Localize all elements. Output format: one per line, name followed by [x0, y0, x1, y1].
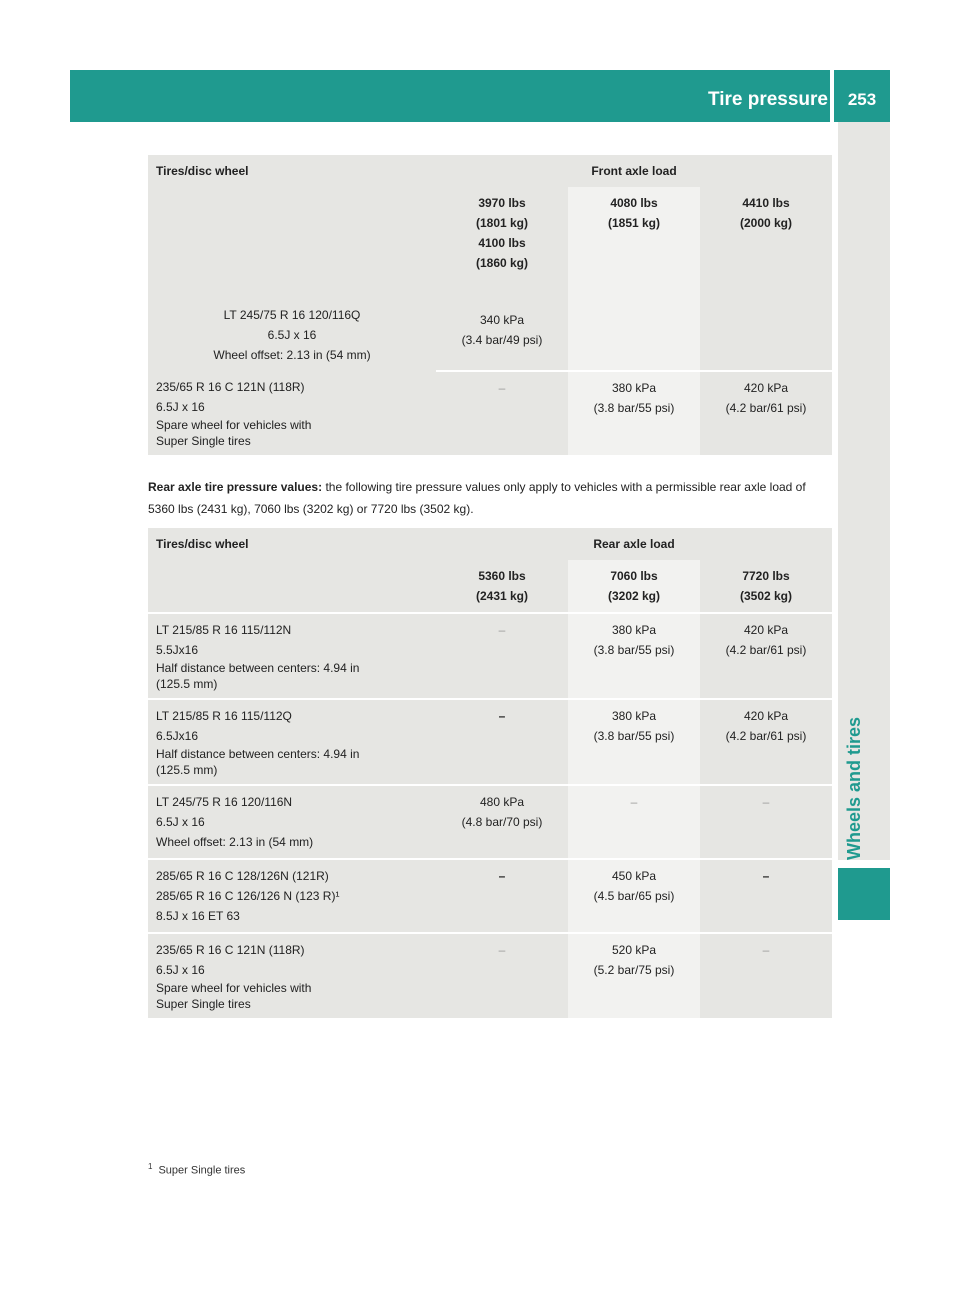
load-cell	[568, 187, 700, 304]
tire-line: (125.5 mm)	[156, 763, 218, 777]
pressure-value: –	[498, 381, 506, 395]
pressure-value: 380 kPa	[611, 623, 657, 637]
footnote-marker: 1	[148, 1162, 153, 1171]
load-value: 4410 lbs	[742, 196, 790, 210]
tire-line: 6.5J x 16	[156, 963, 205, 977]
pressure-cell	[436, 613, 568, 699]
pressure-value: 380 kPa	[611, 381, 657, 395]
pressure-cell	[568, 371, 700, 455]
section-tab-label: Wheels and tires	[844, 716, 864, 860]
pressure-cell	[436, 371, 568, 455]
pressure-value: (3.8 bar/55 psi)	[593, 643, 675, 657]
footnote-text: Super Single tires	[158, 1164, 246, 1177]
tire-line: Super Single tires	[156, 997, 251, 1011]
tire-cell	[148, 613, 436, 699]
section-tab-marker	[838, 868, 890, 920]
column-header-load: Front axle load	[436, 155, 832, 187]
pressure-cell	[700, 699, 832, 785]
rear-axle-table	[148, 528, 832, 1018]
pressure-cell	[700, 304, 832, 371]
pressure-cell	[436, 933, 568, 1018]
rear-axle-note	[148, 476, 832, 520]
tire-line: 8.5J x 16 ET 63	[156, 909, 240, 923]
front-axle-table	[148, 155, 832, 455]
note-text: the following tire pressure values only apply to vehicles with a permissible rear axle load of 5360 lbs (2431 kg), 7060 lbs (3202 kg) or 7720 lbs (3502 kg).	[148, 480, 806, 516]
table-header-row	[148, 528, 832, 560]
load-value: 7720 lbs	[742, 569, 790, 583]
tire-cell	[148, 187, 436, 371]
tire-line: Spare wheel for vehicles with	[156, 981, 312, 995]
tire-line: Half distance between centers: 4.94 in	[156, 747, 360, 761]
pressure-cell	[568, 699, 700, 785]
pressure-value: (5.2 bar/75 psi)	[593, 963, 675, 977]
page-title: Tire pressure	[707, 89, 828, 110]
tire-line: Wheel offset: 2.13 in (54 mm)	[156, 835, 314, 849]
pressure-cell	[700, 613, 832, 699]
pressure-value: –	[762, 869, 770, 883]
footnote	[148, 1162, 245, 1177]
pressure-value: 420 kPa	[743, 709, 789, 723]
pressure-value: 420 kPa	[743, 623, 789, 637]
pressure-cell	[568, 859, 700, 933]
tire-line: 285/65 R 16 C 126/126 N (123 R)¹	[156, 889, 340, 903]
load-value: 4080 lbs	[610, 196, 658, 210]
load-cell	[436, 187, 568, 304]
pressure-value: (3.8 bar/55 psi)	[593, 401, 675, 415]
pressure-value: –	[498, 709, 506, 723]
load-value: 7060 lbs	[610, 569, 658, 583]
load-value: 4100 lbs	[478, 236, 526, 250]
pressure-value: –	[498, 943, 506, 957]
pressure-cell	[436, 785, 568, 859]
tire-line: (125.5 mm)	[156, 677, 218, 691]
pressure-value: 450 kPa	[611, 869, 657, 883]
table-row	[148, 933, 832, 1018]
column-header-load: Rear axle load	[436, 528, 832, 560]
tire-line: LT 215/85 R 16 115/112N	[156, 623, 292, 637]
pressure-value: 420 kPa	[743, 381, 789, 395]
tire-line: Super Single tires	[156, 434, 251, 448]
pressure-value: –	[630, 795, 638, 809]
pressure-cell	[568, 933, 700, 1018]
pressure-value: –	[498, 869, 506, 883]
tire-line: 285/65 R 16 C 128/126N (121R)	[156, 869, 329, 883]
pressure-cell	[700, 859, 832, 933]
load-cell	[436, 560, 568, 613]
table-row	[148, 699, 832, 785]
pressure-cell	[568, 785, 700, 859]
note-heading: Rear axle tire pressure values:	[148, 480, 323, 494]
pressure-value: (4.8 bar/70 psi)	[461, 815, 543, 829]
load-value: (1851 kg)	[607, 216, 661, 230]
tire-line: 6.5Jx16	[156, 729, 199, 743]
pressure-value: –	[762, 943, 770, 957]
load-header-row	[148, 187, 832, 304]
pressure-cell	[436, 859, 568, 933]
tire-line: Spare wheel for vehicles with	[156, 418, 312, 432]
table-header-row	[148, 155, 832, 187]
tire-cell	[148, 785, 436, 859]
pressure-cell	[568, 304, 700, 371]
load-value: 5360 lbs	[478, 569, 526, 583]
pressure-value: (4.5 bar/65 psi)	[593, 889, 675, 903]
pressure-value: –	[498, 623, 506, 637]
table-row	[148, 785, 832, 859]
pressure-cell	[436, 699, 568, 785]
load-cell	[700, 560, 832, 613]
tire-line: 6.5J x 16	[156, 815, 205, 829]
pressure-cell	[436, 304, 568, 371]
tire-line: LT 245/75 R 16 120/116N	[156, 795, 293, 809]
pressure-cell	[700, 371, 832, 455]
tire-cell	[148, 933, 436, 1018]
tire-line: 235/65 R 16 C 121N (118R)	[156, 380, 305, 394]
load-value: (3502 kg)	[739, 589, 793, 603]
tire-line: Wheel offset: 2.13 in (54 mm)	[213, 348, 371, 362]
load-value: (1860 kg)	[475, 256, 529, 270]
tire-line: 5.5Jx16	[156, 643, 199, 657]
pressure-value: 480 kPa	[479, 795, 525, 809]
tire-line: LT 245/75 R 16 120/116Q	[223, 308, 361, 322]
load-value: (2000 kg)	[739, 216, 793, 230]
pressure-value: –	[762, 795, 770, 809]
tire-line: 235/65 R 16 C 121N (118R)	[156, 943, 305, 957]
tire-cell	[148, 560, 436, 613]
pressure-value: (4.2 bar/61 psi)	[725, 401, 807, 415]
tire-cell	[148, 859, 436, 933]
column-header-tire: Tires/disc wheel	[148, 155, 436, 187]
tire-line: Half distance between centers: 4.94 in	[156, 661, 360, 675]
table-row	[148, 371, 832, 455]
pressure-value: (3.8 bar/55 psi)	[593, 729, 675, 743]
tire-cell	[148, 371, 436, 455]
load-value: 3970 lbs	[478, 196, 526, 210]
tire-line: 6.5J x 16	[156, 400, 205, 414]
tire-line: 6.5J x 16	[267, 328, 317, 342]
pressure-cell	[700, 933, 832, 1018]
table-row	[148, 613, 832, 699]
pressure-value: (4.2 bar/61 psi)	[725, 643, 807, 657]
load-value: (1801 kg)	[475, 216, 529, 230]
table-row	[148, 859, 832, 933]
pressure-cell	[700, 785, 832, 859]
load-value: (2431 kg)	[475, 589, 529, 603]
tire-cell	[148, 699, 436, 785]
pressure-value: 520 kPa	[611, 943, 657, 957]
pressure-cell	[568, 613, 700, 699]
tire-line: LT 215/85 R 16 115/112Q	[156, 709, 292, 723]
pressure-value: 340 kPa	[479, 312, 525, 327]
page-number: 253	[834, 70, 890, 122]
pressure-value: 380 kPa	[611, 709, 657, 723]
pressure-value: (3.4 bar/49 psi)	[461, 332, 543, 347]
column-header-tire: Tires/disc wheel	[148, 528, 436, 560]
load-header-row	[148, 560, 832, 613]
load-cell	[700, 187, 832, 304]
load-cell	[568, 560, 700, 613]
pressure-value: (4.2 bar/61 psi)	[725, 729, 807, 743]
load-value: (3202 kg)	[607, 589, 661, 603]
